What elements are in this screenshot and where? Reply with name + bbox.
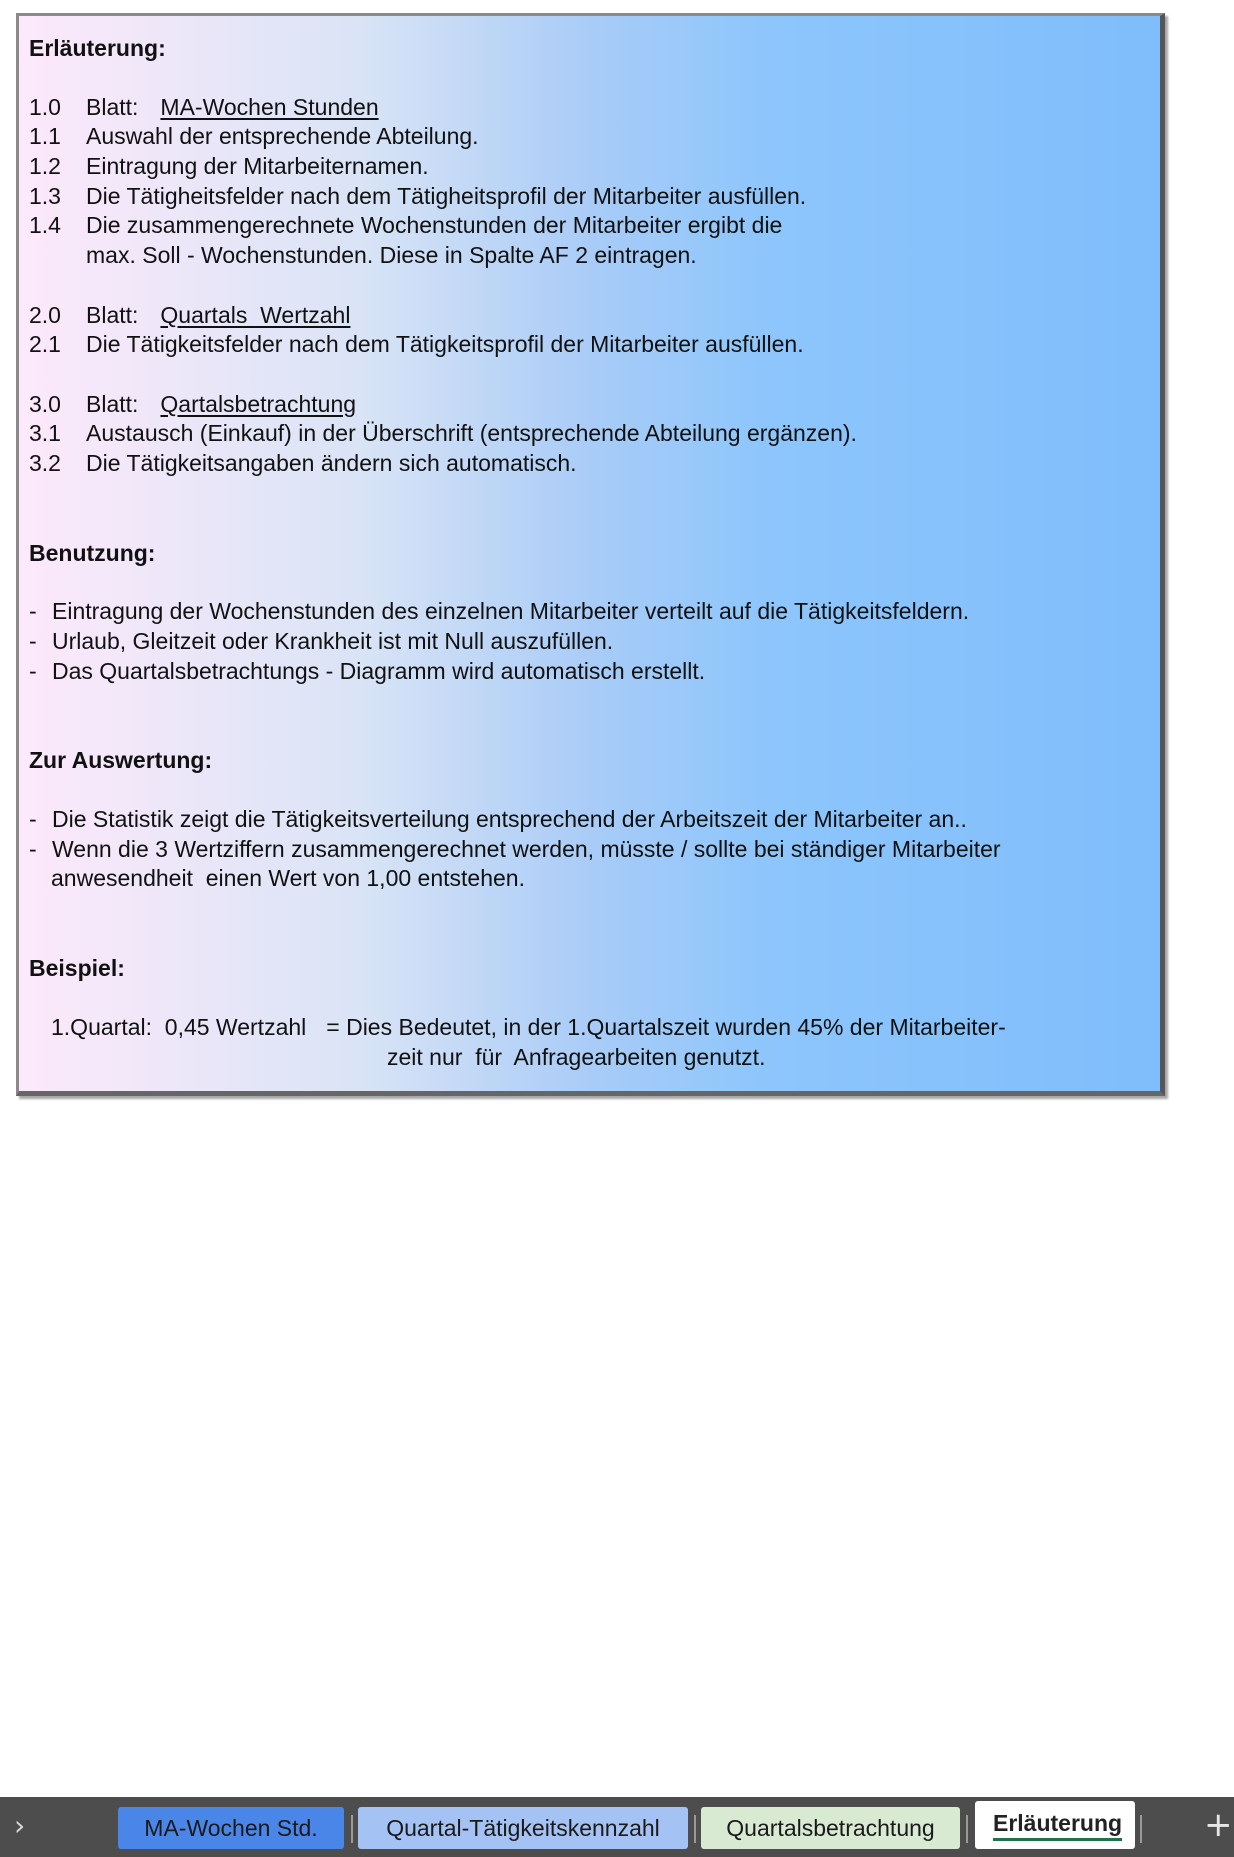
item-number: 1.3 [29, 182, 61, 209]
item-text: Wenn die 3 Wertziffern zusammengerechnet werden, müsste / sollte bei ständiger Mitarbeiter [52, 835, 1001, 862]
tab-quartal-taetigkeitskennzahl[interactable] [358, 1807, 688, 1849]
list-item [29, 419, 1150, 449]
item-text: Die Tätigkeitsfelder nach dem Tätigkeitsprofil der Mitarbeiter ausfüllen. [86, 331, 804, 358]
tab-label: MA-Wochen Std. [144, 1815, 318, 1841]
item-text: Das Quartalsbetrachtungs - Diagramm wird automatisch erstellt. [52, 657, 706, 684]
item-text: Die Statistik zeigt die Tätigkeitsverteilung entsprechend der Arbeitszeit der Mitarbeiter an.. [52, 806, 967, 833]
heading-beispiel: Beispiel: [29, 955, 125, 982]
sheet-name-link: Quartals Wertzahl [160, 301, 351, 328]
item-number: 2.1 [29, 331, 61, 358]
item-text: Die Tätigheitsfelder nach dem Tätigheitsprofil der Mitarbeiter ausfüllen. [86, 182, 807, 209]
tab-divider [351, 1815, 353, 1843]
tab-label: Quartal-Tätigkeitskennzahl [386, 1815, 660, 1841]
bullet-dash: - [29, 806, 37, 833]
list-item [29, 597, 1150, 627]
tab-label: Quartalsbetrachtung [726, 1815, 935, 1841]
list-item [29, 627, 1150, 657]
item-number: 3.2 [29, 449, 61, 476]
textbox-content [29, 33, 1150, 1072]
sheet-tab-bar [0, 1797, 1234, 1857]
tab-divider [1140, 1815, 1142, 1843]
list-item [29, 657, 1150, 687]
example-text: = Dies Bedeutet, in der 1.Quartalszeit wurden 45% der Mitarbeiter- [326, 1013, 1006, 1040]
list-item [29, 835, 1150, 865]
item-text: Eintragung der Wochenstunden des einzelnen Mitarbeiter verteilt auf die Tätigkeitsfeldern. [52, 598, 970, 625]
item-text: Die Tätigkeitsangaben ändern sich automatisch. [86, 449, 577, 476]
example-line [29, 1013, 1150, 1043]
bullet-dash: - [29, 598, 37, 625]
blatt-label: Blatt: [86, 301, 139, 328]
list-item-continuation: anwesendheit einen Wert von 1,00 entstehen. [51, 865, 525, 892]
item-text: Austausch (Einkauf) in der Überschrift (entsprechende Abteilung ergänzen). [86, 420, 857, 447]
blatt-label: Blatt: [86, 93, 139, 120]
tab-ma-wochen-std[interactable] [118, 1807, 344, 1849]
sheet-name-link: Qartalsbetrachtung [160, 390, 357, 417]
section-1-title [29, 93, 1150, 123]
tab-label: Erläuterung [993, 1808, 1122, 1841]
section-3-title [29, 390, 1150, 420]
list-item [29, 182, 1150, 212]
list-item [29, 152, 1150, 182]
heading-auswertung: Zur Auswertung: [29, 747, 213, 774]
item-number: 3.1 [29, 420, 61, 447]
section-number: 3.0 [29, 390, 61, 417]
item-number: 1.2 [29, 153, 61, 180]
bullet-dash: - [29, 657, 37, 684]
item-text: Die zusammengerechnete Wochenstunden der Mitarbeiter ergibt die [86, 212, 783, 239]
tab-erlaeuterung[interactable] [975, 1801, 1135, 1849]
list-item [29, 211, 1150, 241]
item-text: Auswahl der entsprechende Abteilung. [86, 123, 479, 150]
item-number: 1.1 [29, 123, 61, 150]
heading-erlaeuterung: Erläuterung: [29, 35, 166, 61]
tab-divider [966, 1815, 968, 1843]
tab-quartalsbetrachtung[interactable] [701, 1807, 960, 1849]
plus-icon[interactable]: + [1204, 1805, 1233, 1845]
list-item [29, 449, 1150, 479]
tab-divider [694, 1815, 696, 1843]
example-continuation: zeit nur für Anfragearbeiten genutzt. [387, 1043, 766, 1070]
section-number: 1.0 [29, 93, 61, 120]
item-text: Urlaub, Gleitzeit oder Krankheit ist mit Null auszufüllen. [52, 628, 614, 654]
example-label: 1.Quartal: 0,45 Wertzahl [51, 1013, 307, 1040]
item-number: 1.4 [29, 212, 61, 239]
bullet-dash: - [29, 628, 37, 654]
item-text: Eintragung der Mitarbeiternamen. [86, 153, 429, 180]
blatt-label: Blatt: [86, 390, 139, 417]
heading-benutzung: Benutzung: [29, 539, 156, 566]
sheet-name-link: MA-Wochen Stunden [160, 93, 379, 120]
list-item [29, 330, 1150, 360]
section-2-title [29, 301, 1150, 331]
list-item [29, 122, 1150, 152]
list-item [29, 805, 1150, 835]
explanation-textbox[interactable] [16, 13, 1165, 1096]
section-number: 2.0 [29, 301, 61, 328]
list-item-continuation: max. Soll - Wochenstunden. Diese in Spalte AF 2 eintragen. [86, 242, 697, 269]
bullet-dash: - [29, 835, 37, 862]
chevron-right-icon[interactable]: › [14, 1809, 26, 1842]
